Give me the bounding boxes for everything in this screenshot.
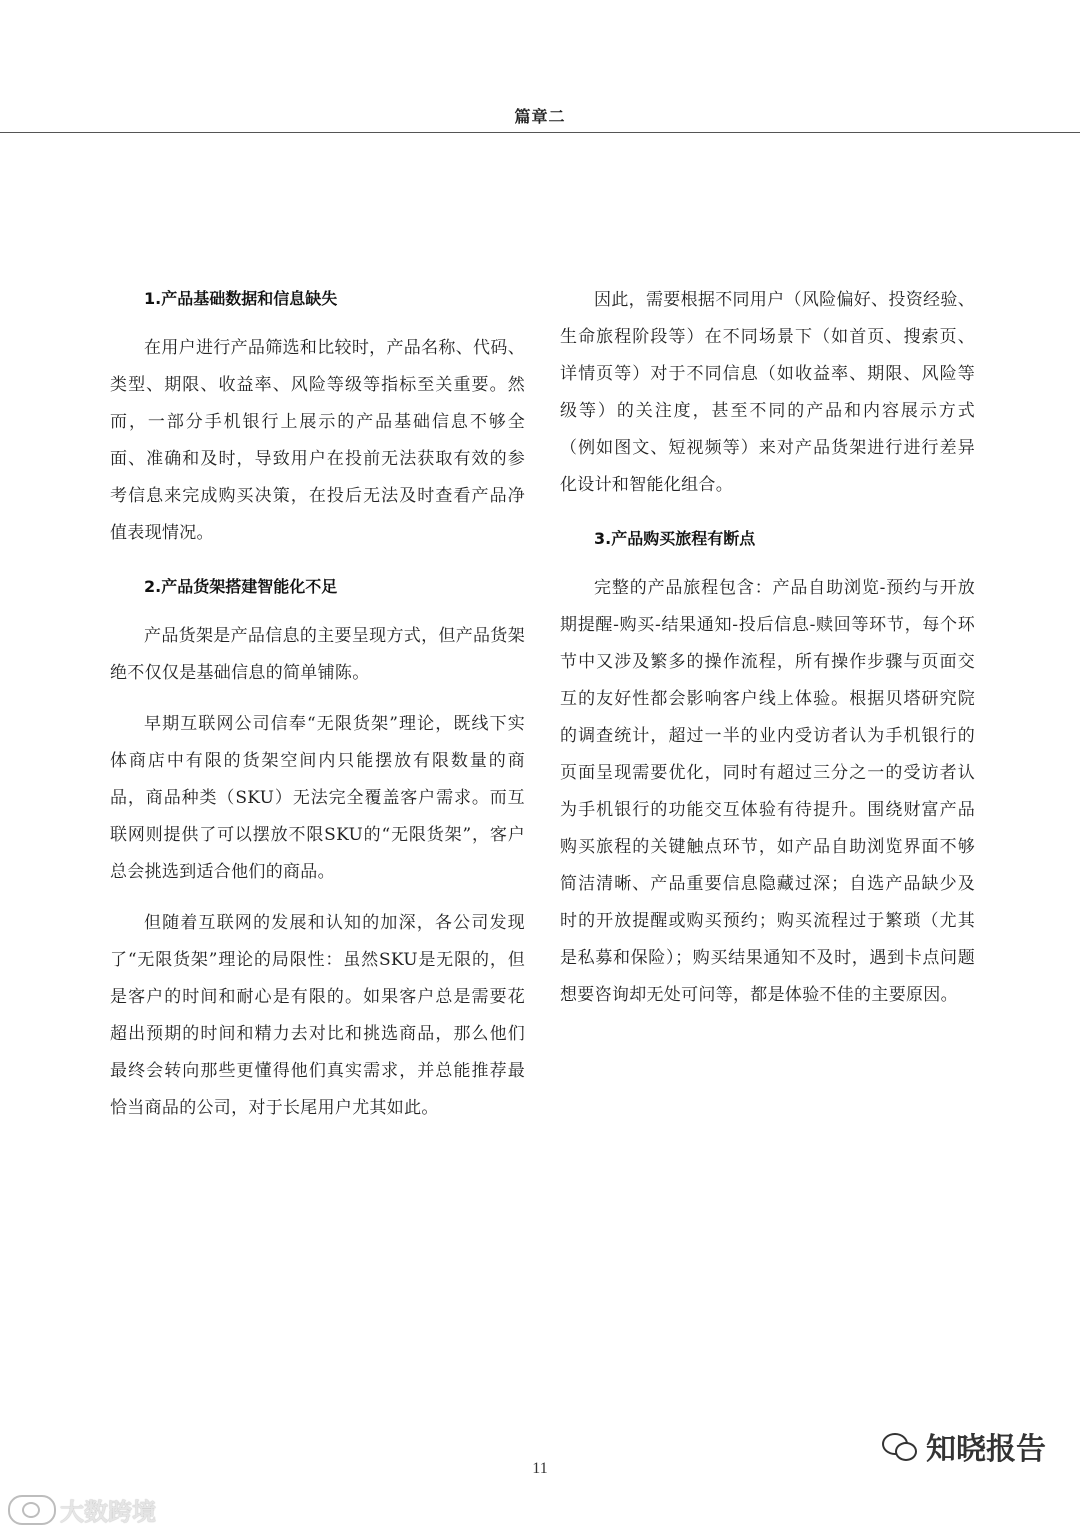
watermark-right: [882, 1424, 1046, 1468]
right-intro-paragraph: 因此，需要根据不同用户（风险偏好、投资经验、生命旅程阶段等）在不同场景下（如首页、搜索页、详情页等）对于不同信息（如收益率、期限、风险等级等）的关注度，甚至不同的产品和内容展示方式（例如图文、短视频等）来对产品货架进行进行差异化设计和智能化组合。: [560, 290, 975, 495]
section-2-paragraph-2: 早期互联网公司信奉“无限货架”理论，既线下实体商店中有限的货架空间内只能摆放有限数量的商品，商品种类（SKU）无法完全覆盖客户需求。而互联网则提供了可以摆放不限SKU的“无限货架”，客户总会挑选到适合他们的商品。: [110, 714, 525, 882]
watermark-left: [8, 1492, 156, 1527]
section-2-paragraph-1: 产品货架是产品信息的主要呈现方式，但产品货架绝不仅仅是基础信息的简单铺陈。: [110, 626, 525, 683]
header-divider: [0, 132, 1080, 133]
watermark-left-text: 大数跨境: [60, 1498, 156, 1526]
watermark-logo-icon: [8, 1495, 56, 1525]
section-3-paragraph-1: 完整的产品旅程包含：产品自助浏览-预约与开放期提醒-购买-结果通知-投后信息-赎回等环节，每个环节中又涉及繁多的操作流程，所有操作步骤与页面交互的友好性都会影响客户线上体验。根据贝塔研究院的调查统计，超过一半的业内受访者认为手机银行的页面呈现需要优化，同时有超过三分之一的受访者认为手机银行的功能交互体验有待提升。围绕财富产品购买旅程的关键触点环节，如产品自助浏览界面不够简洁清晰、产品重要信息隐藏过深；自选产品缺少及时的开放提醒或购买预约；购买流程过于繁琐（尤其是私募和保险）；购买结果通知不及时，遇到卡点问题想要咨询却无处可问等，都是体验不佳的主要原因。: [560, 578, 975, 1005]
section-2-paragraph-3: 但随着互联网的发展和认知的加深，各公司发现了“无限货架”理论的局限性：虽然SKU是无限的，但是客户的时间和耐心是有限的。如果客户总是需要花超出预期的时间和精力去对比和挑选商品，那么他们最终会转向那些更懂得他们真实需求，并总能推荐最恰当商品的公司，对于长尾用户尤其如此。: [110, 913, 525, 1118]
wechat-icon: [882, 1431, 918, 1461]
section-1-paragraph-1: 在用户进行产品筛选和比较时，产品名称、代码、类型、期限、收益率、风险等级等指标至关重要。然而，一部分手机银行上展示的产品基础信息不够全面、准确和及时，导致用户在投前无法获取有效的参考信息来完成购买决策，在投后无法及时查看产品净值表现情况。: [110, 338, 525, 543]
section-3-heading: 3.产品购买旅程有断点: [594, 529, 756, 548]
page-header-title: 篇章二: [514, 107, 566, 126]
right-column: [560, 286, 975, 1028]
watermark-right-text: 知晓报告: [926, 1432, 1046, 1467]
left-column: [110, 286, 525, 1141]
section-2-heading: 2.产品货架搭建智能化不足: [144, 577, 338, 596]
page-number: 11: [532, 1460, 548, 1477]
section-1-heading: 1.产品基础数据和信息缺失: [144, 289, 338, 308]
